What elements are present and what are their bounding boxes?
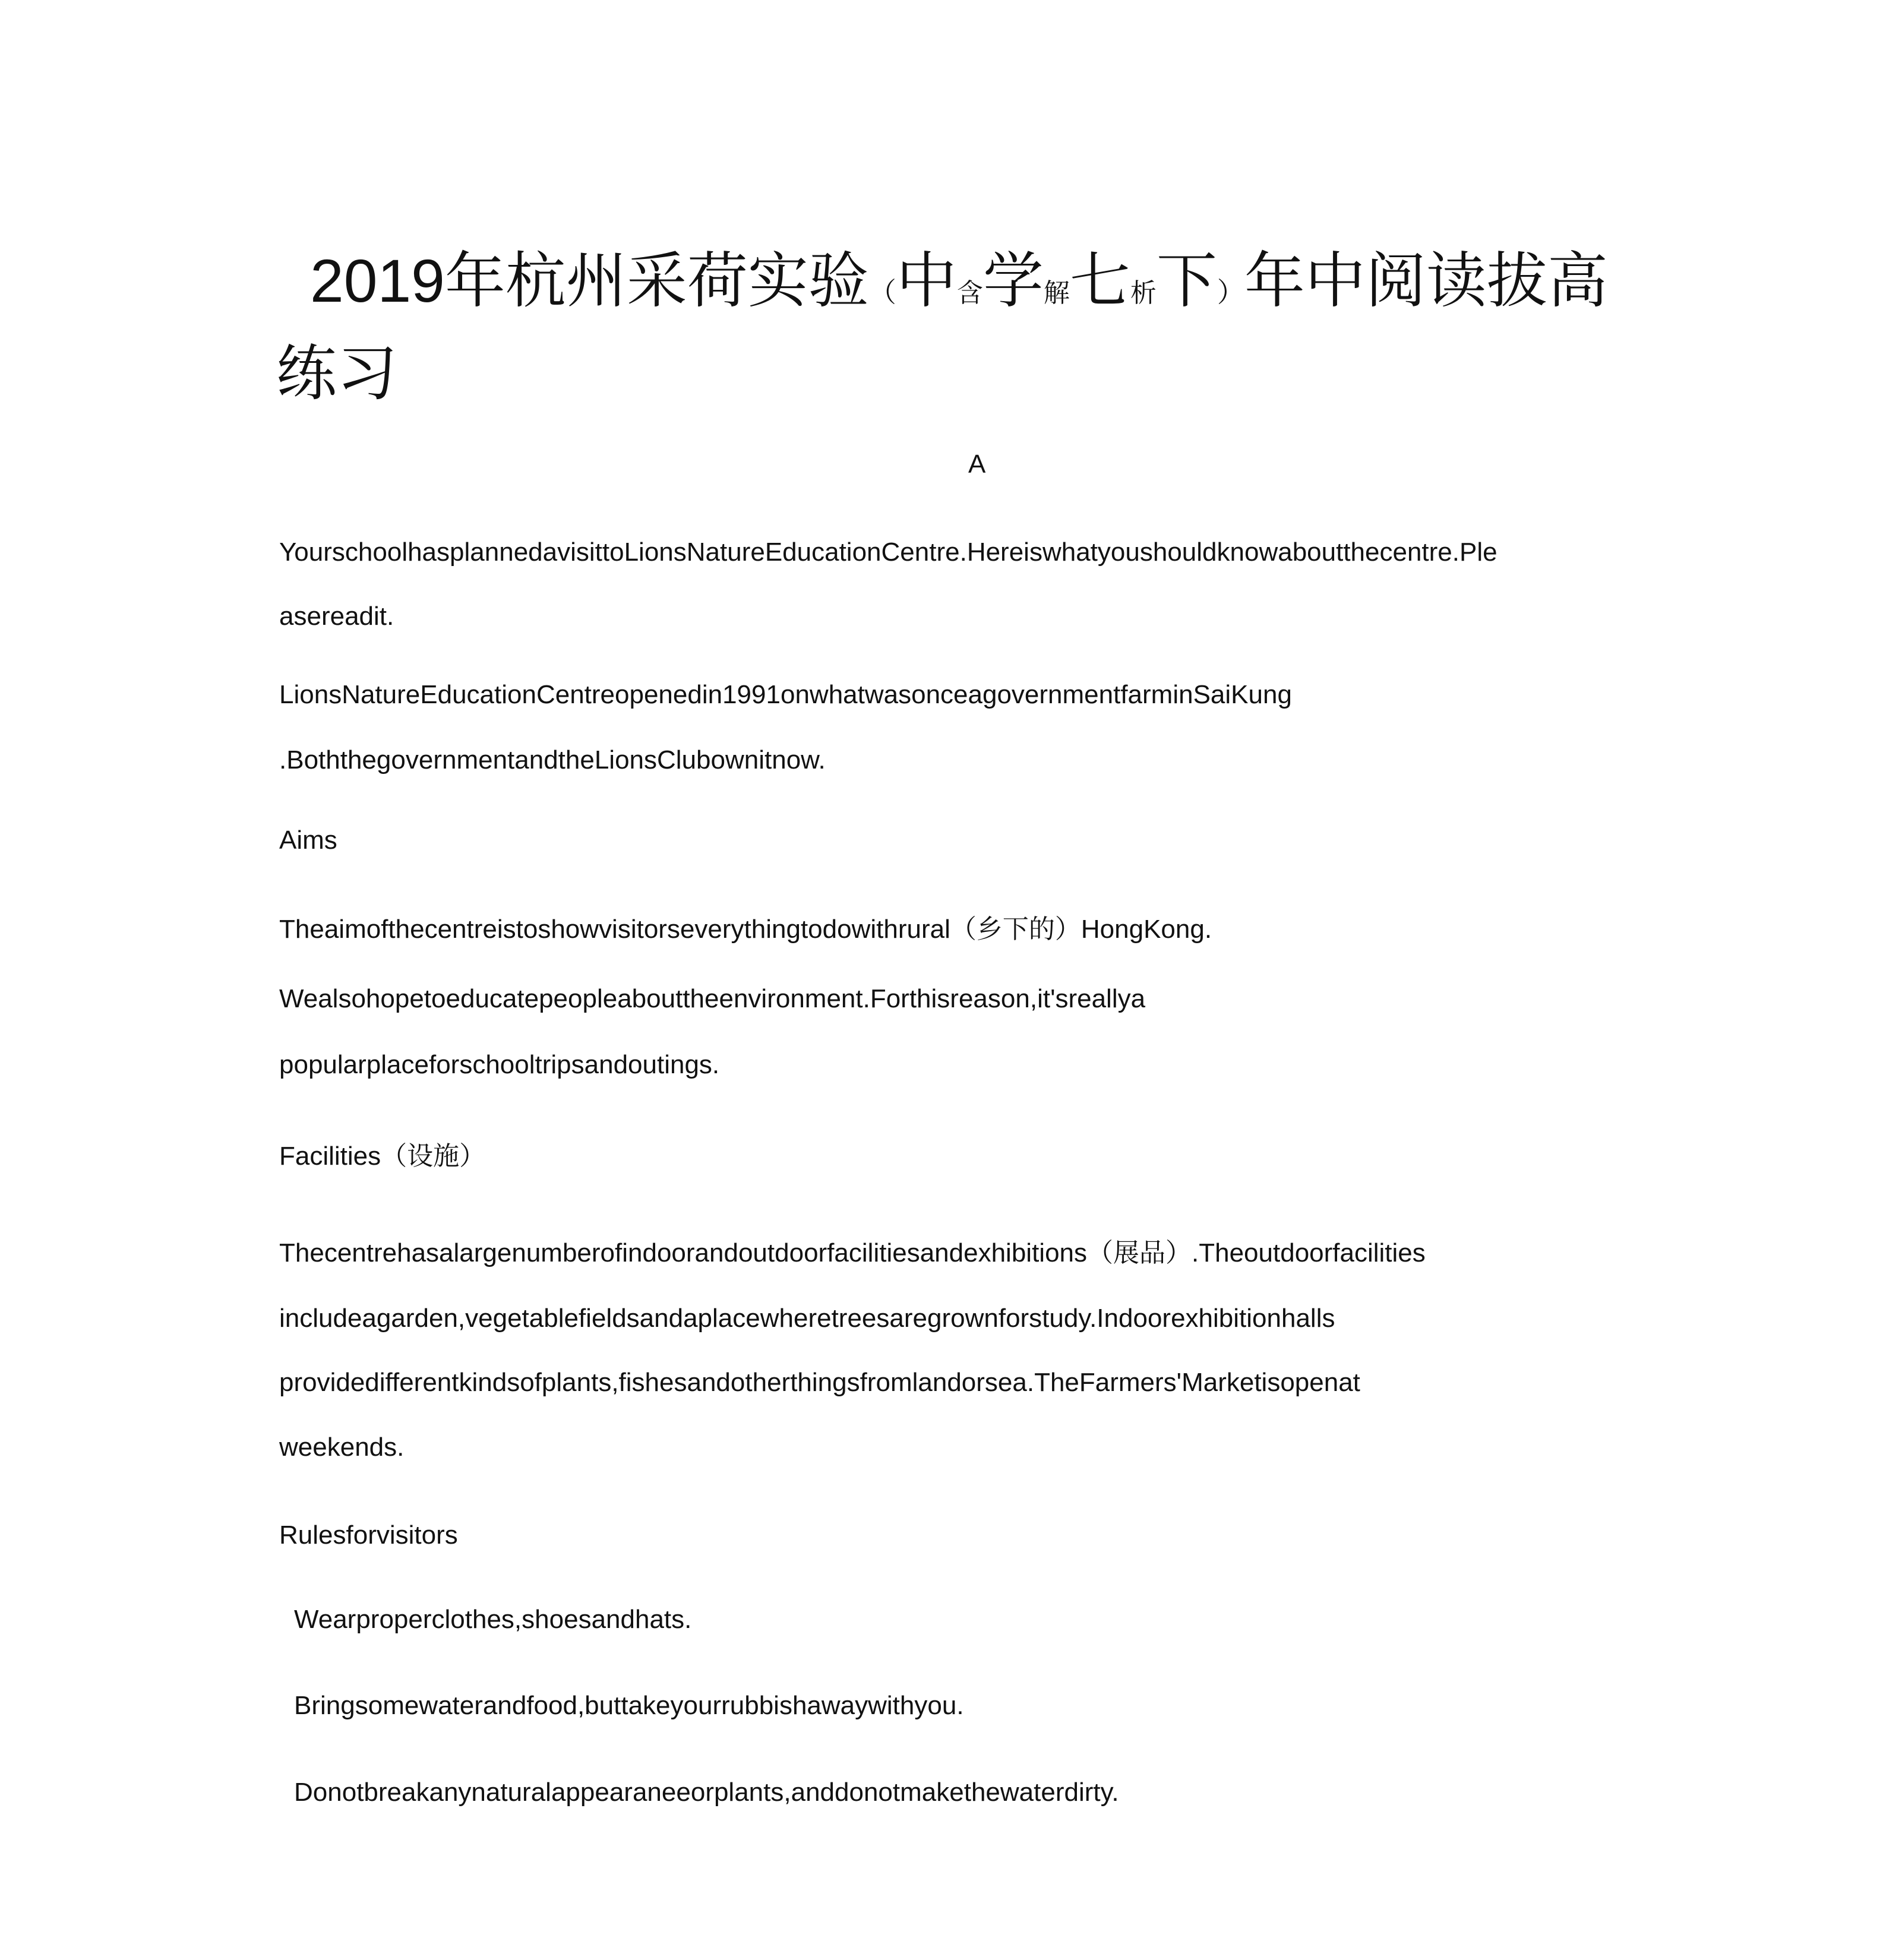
facilities-line-1	[279, 1235, 1426, 1271]
title-small-1: 含	[956, 278, 983, 308]
title-char-1: 中	[896, 246, 957, 317]
aims-heading: Aims	[279, 826, 337, 855]
section-label: A	[968, 450, 986, 479]
aims-line-1-cn: （乡下的）	[950, 914, 1081, 944]
facilities-line-1-en2: .Theoutdoorfacilities	[1192, 1238, 1426, 1267]
facilities-line-1-cn: （展品）	[1087, 1238, 1192, 1268]
rule-item-2: Bringsomewaterandfood,buttakeyourrubbishawaywithyou.	[294, 1691, 964, 1720]
aims-line-1	[279, 912, 1212, 947]
title-part-2: 年中阅读拔高	[1244, 246, 1608, 317]
title-line-1	[276, 241, 1642, 334]
facilities-heading-cn: （设施）	[381, 1141, 486, 1171]
title-left-paren: （	[868, 276, 896, 308]
title-small-3: 析	[1130, 278, 1157, 308]
document-title	[276, 241, 1642, 415]
title-char-2: 学	[982, 246, 1044, 317]
title-part-1: 年杭州采荷实验	[444, 246, 869, 317]
title-right-paren: ）	[1217, 276, 1244, 308]
aims-line-1-en: Theaimofthecentreistoshowvisitorseverythingtodowithrural	[279, 915, 950, 944]
aims-line-1-en2: HongKong.	[1080, 915, 1212, 944]
facilities-line-4: weekends.	[279, 1433, 405, 1462]
title-char-3: 七	[1069, 246, 1130, 317]
history-line-1: LionsNatureEducationCentreopenedin1991onwhatwasonceagovernmentfarminSaiKung	[279, 680, 1292, 709]
aims-line-2: Wealsohopetoeducatepeopleabouttheenvironment.Forthisreason,it'sreallya	[279, 984, 1146, 1013]
facilities-line-3: providedifferentkindsofplants,fishesandotherthingsfromlandorsea.TheFarmers'Marketisopenat	[279, 1368, 1360, 1397]
rule-item-3: Donotbreakanynaturalappearaneeorplants,anddonotmakethewaterdirty.	[294, 1778, 1119, 1807]
rules-heading: Rulesforvisitors	[279, 1520, 458, 1550]
intro-line-1: YourschoolhasplannedavisittoLionsNatureEducationCentre.Hereiswhatyoushouldknowaboutthecentre.Ple	[279, 538, 1497, 567]
history-line-2: .BoththegovernmentandtheLionsClubownitnow.	[279, 745, 826, 774]
facilities-line-1-en: Thecentrehasalargenumberofindoorandoutdoorfacilitiesandexhibitions	[279, 1238, 1088, 1267]
facilities-heading-en: Facilities	[279, 1142, 381, 1171]
intro-line-2: asereadit.	[279, 602, 394, 631]
title-small-2: 解	[1043, 278, 1070, 308]
rule-item-1: Wearproperclothes,shoesandhats.	[294, 1605, 692, 1634]
title-line-2: 练习	[276, 339, 397, 409]
title-year: 2019	[310, 247, 445, 315]
facilities-line-2: includeagarden,vegetablefieldsandaplacewheretreesaregrownforstudy.Indoorexhibitionhalls	[279, 1304, 1335, 1333]
facilities-heading	[279, 1139, 485, 1174]
title-char-4: 下	[1156, 246, 1217, 317]
aims-line-3: popularplaceforschooltripsandoutings.	[279, 1050, 720, 1079]
